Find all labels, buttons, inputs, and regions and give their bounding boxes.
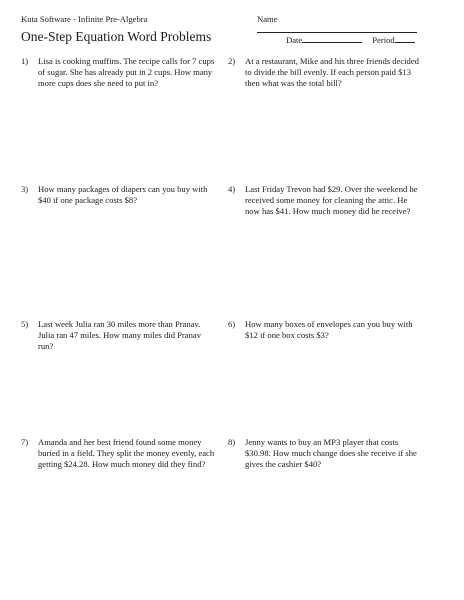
period-label: Period bbox=[372, 35, 395, 45]
problem-text: At a restaurant, Mike and his three friends decided to divide the bill evenly. If each person paid $13 then what was the total bill? bbox=[245, 56, 419, 89]
name-field bbox=[257, 14, 437, 35]
problem-number: 7) bbox=[21, 437, 29, 447]
problem-text: How many boxes of envelopes can you buy with $12 if one box costs $3? bbox=[245, 319, 413, 341]
date-blank bbox=[302, 34, 362, 43]
problem-4 bbox=[228, 184, 423, 218]
source-label: Kuta Software - Infinite Pre-Algebra bbox=[21, 14, 148, 24]
name-blank bbox=[257, 24, 417, 33]
problem-number: 4) bbox=[228, 184, 236, 194]
problem-number: 1) bbox=[21, 56, 29, 66]
problem-number: 5) bbox=[21, 319, 29, 329]
date-period-row bbox=[286, 34, 415, 45]
problem-number: 8) bbox=[228, 437, 236, 447]
problem-number: 3) bbox=[21, 184, 29, 194]
problem-text: Last week Julia ran 30 miles more than Pranav. Julia ran 47 miles. How many miles did Pranav run? bbox=[38, 319, 202, 352]
period-blank bbox=[395, 34, 415, 43]
problem-number: 6) bbox=[228, 319, 236, 329]
problem-text: Lisa is cooking muffins. The recipe calls for 7 cups of sugar. She has already put in 2 cups. How many more cups does she need to put in? bbox=[38, 56, 215, 89]
problem-3 bbox=[21, 184, 216, 206]
problem-text: Amanda and her best friend found some money buried in a field. They split the money evenly, each getting $24.28. How much money did they find? bbox=[38, 437, 215, 470]
problem-6 bbox=[228, 319, 423, 341]
date-label: Date bbox=[286, 35, 303, 45]
problem-text: How many packages of diapers can you buy with $40 if one package costs $8? bbox=[38, 184, 208, 206]
problem-number: 2) bbox=[228, 56, 236, 66]
problem-1 bbox=[21, 56, 216, 90]
name-label: Name bbox=[257, 14, 278, 24]
problem-5 bbox=[21, 319, 216, 353]
page-title: One-Step Equation Word Problems bbox=[21, 29, 212, 44]
problem-text: Jenny wants to buy an MP3 player that costs $30.98. How much change does she receive if she gives the cashier $40? bbox=[245, 437, 417, 470]
problem-2 bbox=[228, 56, 423, 90]
problem-8 bbox=[228, 437, 423, 471]
problem-7 bbox=[21, 437, 216, 471]
problem-text: Last Friday Trevon had $29. Over the weekend he received some money for cleaning the attic. He now has $41. How much money did he receive? bbox=[245, 184, 418, 217]
